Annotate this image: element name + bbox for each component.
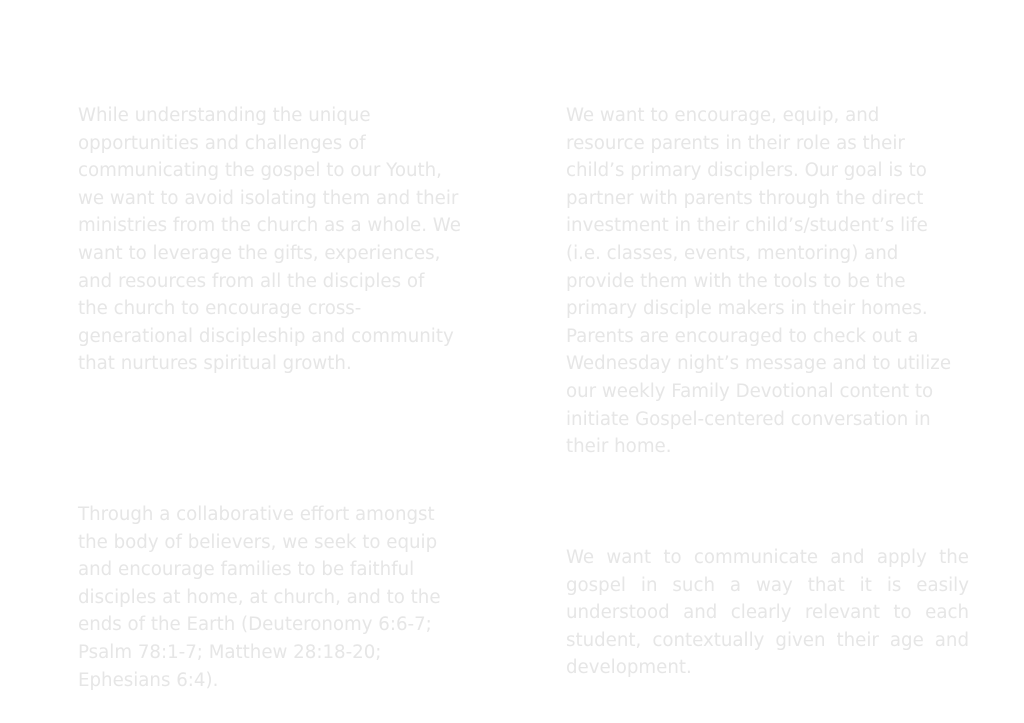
text-line: want to leverage the gifts, experiences, bbox=[78, 242, 441, 264]
text-line: While understanding the unique bbox=[78, 105, 371, 126]
families-paragraph bbox=[78, 501, 498, 694]
text-line: child’s primary disciplers. Our goal is to bbox=[566, 160, 927, 182]
text-line: their home. bbox=[566, 436, 672, 458]
text-line: (i.e. classes, events, mentoring) and bbox=[566, 242, 899, 264]
text-line: the body of believers, we seek to equip bbox=[78, 531, 438, 553]
text-line: disciples at home, at church, and to the bbox=[78, 586, 441, 608]
text-line: primary disciple makers in their homes. bbox=[566, 298, 928, 320]
text-line: Psalm 78:1-7; Matthew 28:18-20; bbox=[78, 641, 382, 663]
text-line: communicating the gospel to our Youth, bbox=[78, 160, 442, 182]
text-line: resource parents in their role as their bbox=[566, 132, 905, 154]
parents-paragraph bbox=[566, 102, 986, 461]
text-line: and encourage families to be faithful bbox=[78, 559, 415, 581]
text-line: partner with parents through the direct bbox=[566, 187, 924, 209]
text-line: Wednesday night’s message and to utilize bbox=[566, 353, 952, 375]
text-line: that nurtures spiritual growth. bbox=[78, 353, 352, 375]
text-line: generational discipleship and community bbox=[78, 325, 454, 347]
text-line: Ephesians 6:4). bbox=[78, 669, 219, 691]
text-line: provide them with the tools to be the bbox=[566, 270, 906, 292]
text-line: ministries from the church as a whole. We bbox=[78, 215, 461, 237]
text-line: Through a collaborative effort amongst bbox=[78, 504, 435, 525]
text-line: We want to encourage, equip, and bbox=[566, 105, 880, 126]
text-line: the church to encourage cross- bbox=[78, 298, 362, 320]
text-line: ends of the Earth (Deuteronomy 6:6-7; bbox=[78, 614, 432, 636]
text-line: investment in their child’s/student’s life bbox=[566, 215, 928, 237]
text-line: Parents are encouraged to check out a bbox=[566, 325, 919, 347]
text-line: we want to avoid isolating them and their bbox=[78, 187, 459, 209]
gospel-communication-paragraph: We want to communicate and apply the gospel in such a way that it is easily understood and clearly relevant to each student, contextually given their age and development. bbox=[566, 547, 969, 679]
text-line: initiate Gospel-centered conversation in bbox=[566, 408, 931, 430]
text-line: and resources from all the disciples of bbox=[78, 270, 425, 292]
text-line: our weekly Family Devotional content to bbox=[566, 380, 934, 402]
text-line: opportunities and challenges of bbox=[78, 132, 366, 154]
youth-integration-paragraph bbox=[78, 102, 498, 378]
